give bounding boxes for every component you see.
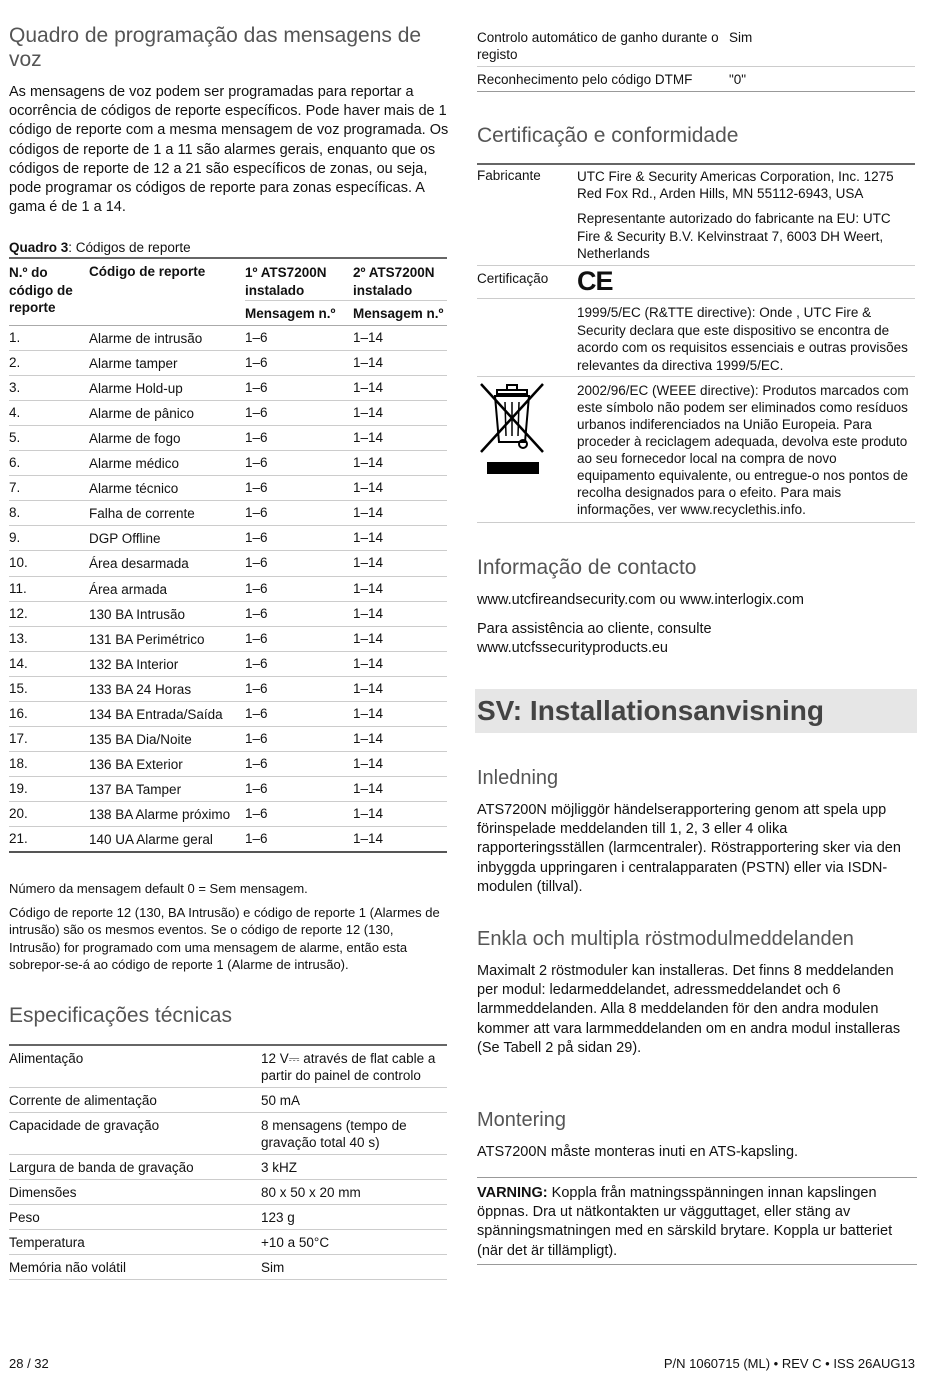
- message1-cell: 1–6: [245, 375, 353, 400]
- code-row: [9, 325, 447, 350]
- message2-cell: 1–14: [353, 325, 447, 350]
- code-row: [9, 350, 447, 375]
- spec-row: [9, 1088, 447, 1113]
- code-row: [9, 375, 447, 400]
- code-row: [9, 601, 447, 626]
- message2-cell: 1–14: [353, 375, 447, 400]
- intro-paragraph: As mensagens de voz podem ser programadas para reportar a ocorrência de códigos de reporte específicos. Pode haver mais de 1 código de reporte com a mesma mensagem de voz programada. Os códigos de reporte de 1 a 11 são alarmes gerais, enquanto que os códigos de reporte de 12 a 21 são específicos de zonas, ou seja, pode programar os códigos de reporte para zonas específicas. A gama é de 1 a 14.: [9, 84, 449, 216]
- message1-cell: 1–6: [245, 676, 353, 701]
- table-caption: [9, 239, 191, 256]
- code-number-cell: 5.: [9, 425, 89, 450]
- header-first-module: 1º ATS7200N instalado: [245, 260, 353, 300]
- note-default-message: Número da mensagem default 0 = Sem mensagem.: [9, 881, 308, 896]
- spec-value: "0": [729, 67, 915, 92]
- spec-label: Controlo automático de ganho durante o registo: [477, 25, 729, 67]
- code-name-cell: DGP Offline: [89, 526, 245, 551]
- code-name-cell: 134 BA Entrada/Saída: [89, 702, 245, 727]
- message2-cell: 1–14: [353, 501, 447, 526]
- spec-label: Reconhecimento pelo código DTMF: [477, 67, 729, 92]
- table-top-rule: [9, 257, 447, 259]
- sv-section-title: SV: Installationsanvisning: [475, 689, 917, 733]
- header-second-module: 2º ATS7200N instalado: [353, 260, 447, 300]
- spec-row: [477, 25, 915, 67]
- code-row: [9, 501, 447, 526]
- specs-table-body: [9, 1046, 447, 1280]
- weee-directive: 2002/96/EC (WEEE directive): Produtos marcados com este símbolo não podem ser eliminados como resíduos urbanos indiferenciados na União Europeia. Para proceder à reciclagem adequada, devolva este produto ao seu fornecedor local na compra de novo equipamento equivalente, ou entregue-o nos pontos de recolha designados para o efeito. Para mais informações, ver www.recyclethis.info.: [577, 383, 909, 517]
- code-row: [9, 727, 447, 752]
- contact-support: Para assistência ao cliente, consulte www.utcfssecurityproducts.eu: [477, 621, 712, 657]
- heading-voice-programming: Quadro de programação das mensagens de voz: [9, 24, 422, 71]
- code-name-cell: Área desarmada: [89, 551, 245, 576]
- manufacturer-label: Fabricante: [477, 168, 541, 183]
- message1-cell: 1–6: [245, 802, 353, 827]
- spec-row: [9, 1255, 447, 1280]
- message2-cell: 1–14: [353, 350, 447, 375]
- message2-cell: 1–14: [353, 727, 447, 752]
- message2-cell: 1–14: [353, 576, 447, 601]
- heading-contact: Informação de contacto: [477, 556, 697, 579]
- heading-sv-montering: Montering: [477, 1109, 566, 1131]
- spec-value: 50 mA: [261, 1088, 447, 1113]
- spec-label: Largura de banda de gravação: [9, 1155, 261, 1180]
- code-row: [9, 451, 447, 476]
- message1-cell: 1–6: [245, 526, 353, 551]
- code-row: [9, 802, 447, 827]
- code-name-cell: 135 BA Dia/Noite: [89, 727, 245, 752]
- heading-certification: Certificação e conformidade: [477, 124, 739, 147]
- code-row: [9, 576, 447, 601]
- message1-cell: 1–6: [245, 350, 353, 375]
- code-name-cell: Alarme tamper: [89, 350, 245, 375]
- message1-cell: 1–6: [245, 501, 353, 526]
- code-name-cell: Alarme técnico: [89, 476, 245, 501]
- code-number-cell: 17.: [9, 727, 89, 752]
- code-name-cell: Alarme de fogo: [89, 425, 245, 450]
- message2-cell: 1–14: [353, 526, 447, 551]
- code-row: [9, 626, 447, 651]
- note-code-override: Código de reporte 12 (130, BA Intrusão) e código de reporte 1 (Alarmes de intrusão) são os mesmos eventos. Se o código de reporte 12 (130, Intrusão) for programado com uma mensagem de alarme, então esta sobrepor-se-á ao código de reporte 1 (Alarme de intrusão).: [9, 905, 440, 972]
- spec-value: 12 V⎓ através de flat cable a partir do painel de controlo: [261, 1046, 447, 1088]
- message2-cell: 1–14: [353, 626, 447, 651]
- code-number-cell: 4.: [9, 400, 89, 425]
- spec-value: 8 mensagens (tempo de gravação total 40 s): [261, 1113, 447, 1155]
- certification-label: Certificação: [477, 271, 549, 286]
- code-number-cell: 3.: [9, 375, 89, 400]
- message1-cell: 1–6: [245, 752, 353, 777]
- subheader-message-2: Mensagem n.º: [353, 300, 447, 325]
- message2-cell: 1–14: [353, 651, 447, 676]
- message1-cell: 1–6: [245, 476, 353, 501]
- message2-cell: 1–14: [353, 676, 447, 701]
- code-name-cell: Falha de corrente: [89, 501, 245, 526]
- message1-cell: 1–6: [245, 551, 353, 576]
- spec-row: [9, 1230, 447, 1255]
- code-name-cell: Alarme Hold-up: [89, 375, 245, 400]
- spec-row: [9, 1180, 447, 1205]
- code-name-cell: 131 BA Perimétrico: [89, 626, 245, 651]
- spec-row: [9, 1205, 447, 1230]
- message2-cell: 1–14: [353, 827, 447, 852]
- code-name-cell: 132 BA Interior: [89, 651, 245, 676]
- message2-cell: 1–14: [353, 802, 447, 827]
- code-number-cell: 16.: [9, 702, 89, 727]
- code-row: [9, 651, 447, 676]
- ce-mark-icon: CE: [577, 266, 613, 296]
- code-number-cell: 13.: [9, 626, 89, 651]
- spec-label: Dimensões: [9, 1180, 261, 1205]
- message2-cell: 1–14: [353, 425, 447, 450]
- heading-technical-specs: Especificações técnicas: [9, 1004, 232, 1027]
- specs-continued-body: [477, 25, 915, 92]
- code-name-cell: Área armada: [89, 576, 245, 601]
- heading-sv-inledning: Inledning: [477, 767, 559, 789]
- spec-value: 123 g: [261, 1205, 447, 1230]
- code-row: [9, 777, 447, 802]
- eu-representative: Representante autorizado do fabricante na EU: UTC Fire & Security B.V. Kelvinstraat 7, 6003 DH Weert, Netherlands: [577, 211, 891, 261]
- message2-cell: 1–14: [353, 777, 447, 802]
- code-number-cell: 10.: [9, 551, 89, 576]
- spec-value: Sim: [729, 25, 915, 67]
- code-number-cell: 19.: [9, 777, 89, 802]
- code-number-cell: 12.: [9, 601, 89, 626]
- message1-cell: 1–6: [245, 451, 353, 476]
- spec-label: Alimentação: [9, 1046, 261, 1088]
- code-name-cell: 136 BA Exterior: [89, 752, 245, 777]
- code-name-cell: 133 BA 24 Horas: [89, 676, 245, 701]
- table-header-row: [9, 260, 447, 300]
- message1-cell: 1–6: [245, 651, 353, 676]
- technical-specs-continued: [477, 25, 915, 92]
- code-row: [9, 702, 447, 727]
- warning-label: VARNING:: [477, 1185, 548, 1201]
- table-caption-text: : Códigos de reporte: [68, 240, 191, 255]
- message1-cell: 1–6: [245, 827, 353, 852]
- warning-top-rule: [477, 1177, 917, 1178]
- code-row: [9, 425, 447, 450]
- message1-cell: 1–6: [245, 576, 353, 601]
- code-row: [9, 827, 447, 852]
- message1-cell: 1–6: [245, 400, 353, 425]
- code-row: [9, 752, 447, 777]
- spec-row: [477, 67, 915, 92]
- message1-cell: 1–6: [245, 626, 353, 651]
- specs-end-rule: [477, 91, 915, 92]
- warning-text: Koppla från matningsspänningen innan kapslingen öppnas. Dra ut nätkontakten ur vägguttaget, eller stäng av spänningsmatningen med en särskild brytare. Koppla ur batteriet (när det är tillämpligt).: [477, 1185, 893, 1259]
- code-number-cell: 2.: [9, 350, 89, 375]
- code-number-cell: 11.: [9, 576, 89, 601]
- sv-montering-paragraph: ATS7200N måste monteras inuti en ATS-kapsling.: [477, 1144, 799, 1160]
- code-number-cell: 7.: [9, 476, 89, 501]
- message2-cell: 1–14: [353, 551, 447, 576]
- code-number-cell: 8.: [9, 501, 89, 526]
- message2-cell: 1–14: [353, 400, 447, 425]
- cert-rule-2: [477, 298, 915, 299]
- cert-rule-4: [477, 522, 915, 523]
- weee-bin-icon: [477, 382, 547, 476]
- warning-bottom-rule: [477, 1264, 917, 1265]
- spec-label: Peso: [9, 1205, 261, 1230]
- message1-cell: 1–6: [245, 702, 353, 727]
- technical-specs-table: [9, 1046, 447, 1280]
- code-row: [9, 676, 447, 701]
- sv-inledning-paragraph: ATS7200N möjliggör händelserapportering genom att spela upp förinspelade meddelanden till 1, 2, 3 eller 4 olika rapporteringsställen (larmcentraler). Röstrapportering sker via den inbyggda uppringaren i centralapparaten (PSTN) eller via ISDN-modulen (tillval).: [477, 802, 901, 895]
- spec-label: Memória não volátil: [9, 1255, 261, 1280]
- spec-row: [9, 1046, 447, 1088]
- codes-table-body: [9, 325, 447, 852]
- cert-top-rule: [477, 163, 915, 165]
- message1-cell: 1–6: [245, 425, 353, 450]
- message1-cell: 1–6: [245, 727, 353, 752]
- message2-cell: 1–14: [353, 451, 447, 476]
- code-number-cell: 21.: [9, 827, 89, 852]
- manufacturer-value: UTC Fire & Security Americas Corporation, Inc. 1275 Red Fox Rd., Arden Hills, MN 55112-6943, USA: [577, 169, 894, 201]
- part-number: P/N 1060715 (ML) • REV C • ISS 26AUG13: [663, 1356, 915, 1371]
- sv-messages-paragraph: Maximalt 2 röstmoduler kan installeras. Det finns 8 meddelanden per modul: ledarmeddelandet, adressmeddelandet och 6 larmmeddelanden. Alla 8 meddelanden för den andra modulen kommer att vara larmmeddelanden om en andra modul installeras (Se Tabell 2 på sidan 29).: [477, 963, 901, 1056]
- header-code-name: Código de reporte: [89, 260, 245, 325]
- code-name-cell: Alarme de intrusão: [89, 325, 245, 350]
- contact-websites: www.utcfireandsecurity.com ou www.interlogix.com: [477, 592, 804, 608]
- spec-label: Corrente de alimentação: [9, 1088, 261, 1113]
- spec-value: 3 kHZ: [261, 1155, 447, 1180]
- code-number-cell: 15.: [9, 676, 89, 701]
- spec-value: Sim: [261, 1255, 447, 1280]
- spec-row: [9, 1155, 447, 1180]
- message2-cell: 1–14: [353, 752, 447, 777]
- message1-cell: 1–6: [245, 325, 353, 350]
- cert-rule-1: [477, 265, 915, 266]
- code-row: [9, 476, 447, 501]
- code-number-cell: 18.: [9, 752, 89, 777]
- code-name-cell: Alarme de pânico: [89, 400, 245, 425]
- message2-cell: 1–14: [353, 601, 447, 626]
- code-row: [9, 551, 447, 576]
- code-number-cell: 9.: [9, 526, 89, 551]
- reporting-codes-table: [9, 260, 447, 853]
- spec-row: [9, 1113, 447, 1155]
- code-number-cell: 20.: [9, 802, 89, 827]
- message2-cell: 1–14: [353, 702, 447, 727]
- spec-value: +10 a 50°C: [261, 1230, 447, 1255]
- code-number-cell: 14.: [9, 651, 89, 676]
- sv-warning: [477, 1184, 917, 1261]
- message1-cell: 1–6: [245, 777, 353, 802]
- subheader-message-1: Mensagem n.º: [245, 300, 353, 325]
- code-row: [9, 400, 447, 425]
- header-code-number: N.º do código de reporte: [9, 260, 89, 325]
- code-name-cell: 138 BA Alarme próximo: [89, 802, 245, 827]
- spec-value: 80 x 50 x 20 mm: [261, 1180, 447, 1205]
- code-name-cell: 140 UA Alarme geral: [89, 827, 245, 852]
- cert-rule-3: [477, 376, 915, 377]
- code-name-cell: Alarme médico: [89, 451, 245, 476]
- table-caption-number: Quadro 3: [9, 240, 69, 255]
- page-number: 28 / 32: [9, 1356, 49, 1371]
- code-name-cell: 137 BA Tamper: [89, 777, 245, 802]
- message2-cell: 1–14: [353, 476, 447, 501]
- heading-sv-messages: Enkla och multipla röstmodulmeddelanden: [477, 928, 854, 950]
- code-number-cell: 6.: [9, 451, 89, 476]
- spec-label: Temperatura: [9, 1230, 261, 1255]
- code-name-cell: 130 BA Intrusão: [89, 601, 245, 626]
- rtte-directive: 1999/5/EC (R&TTE directive): Onde , UTC Fire & Security declara que este dispositivo se encontra de acordo com os requisitos essenciais e outras provisões relevantes da directiva 1999/5/EC.: [577, 305, 908, 373]
- code-number-cell: 1.: [9, 325, 89, 350]
- message1-cell: 1–6: [245, 601, 353, 626]
- spec-label: Capacidade de gravação: [9, 1113, 261, 1155]
- code-row: [9, 526, 447, 551]
